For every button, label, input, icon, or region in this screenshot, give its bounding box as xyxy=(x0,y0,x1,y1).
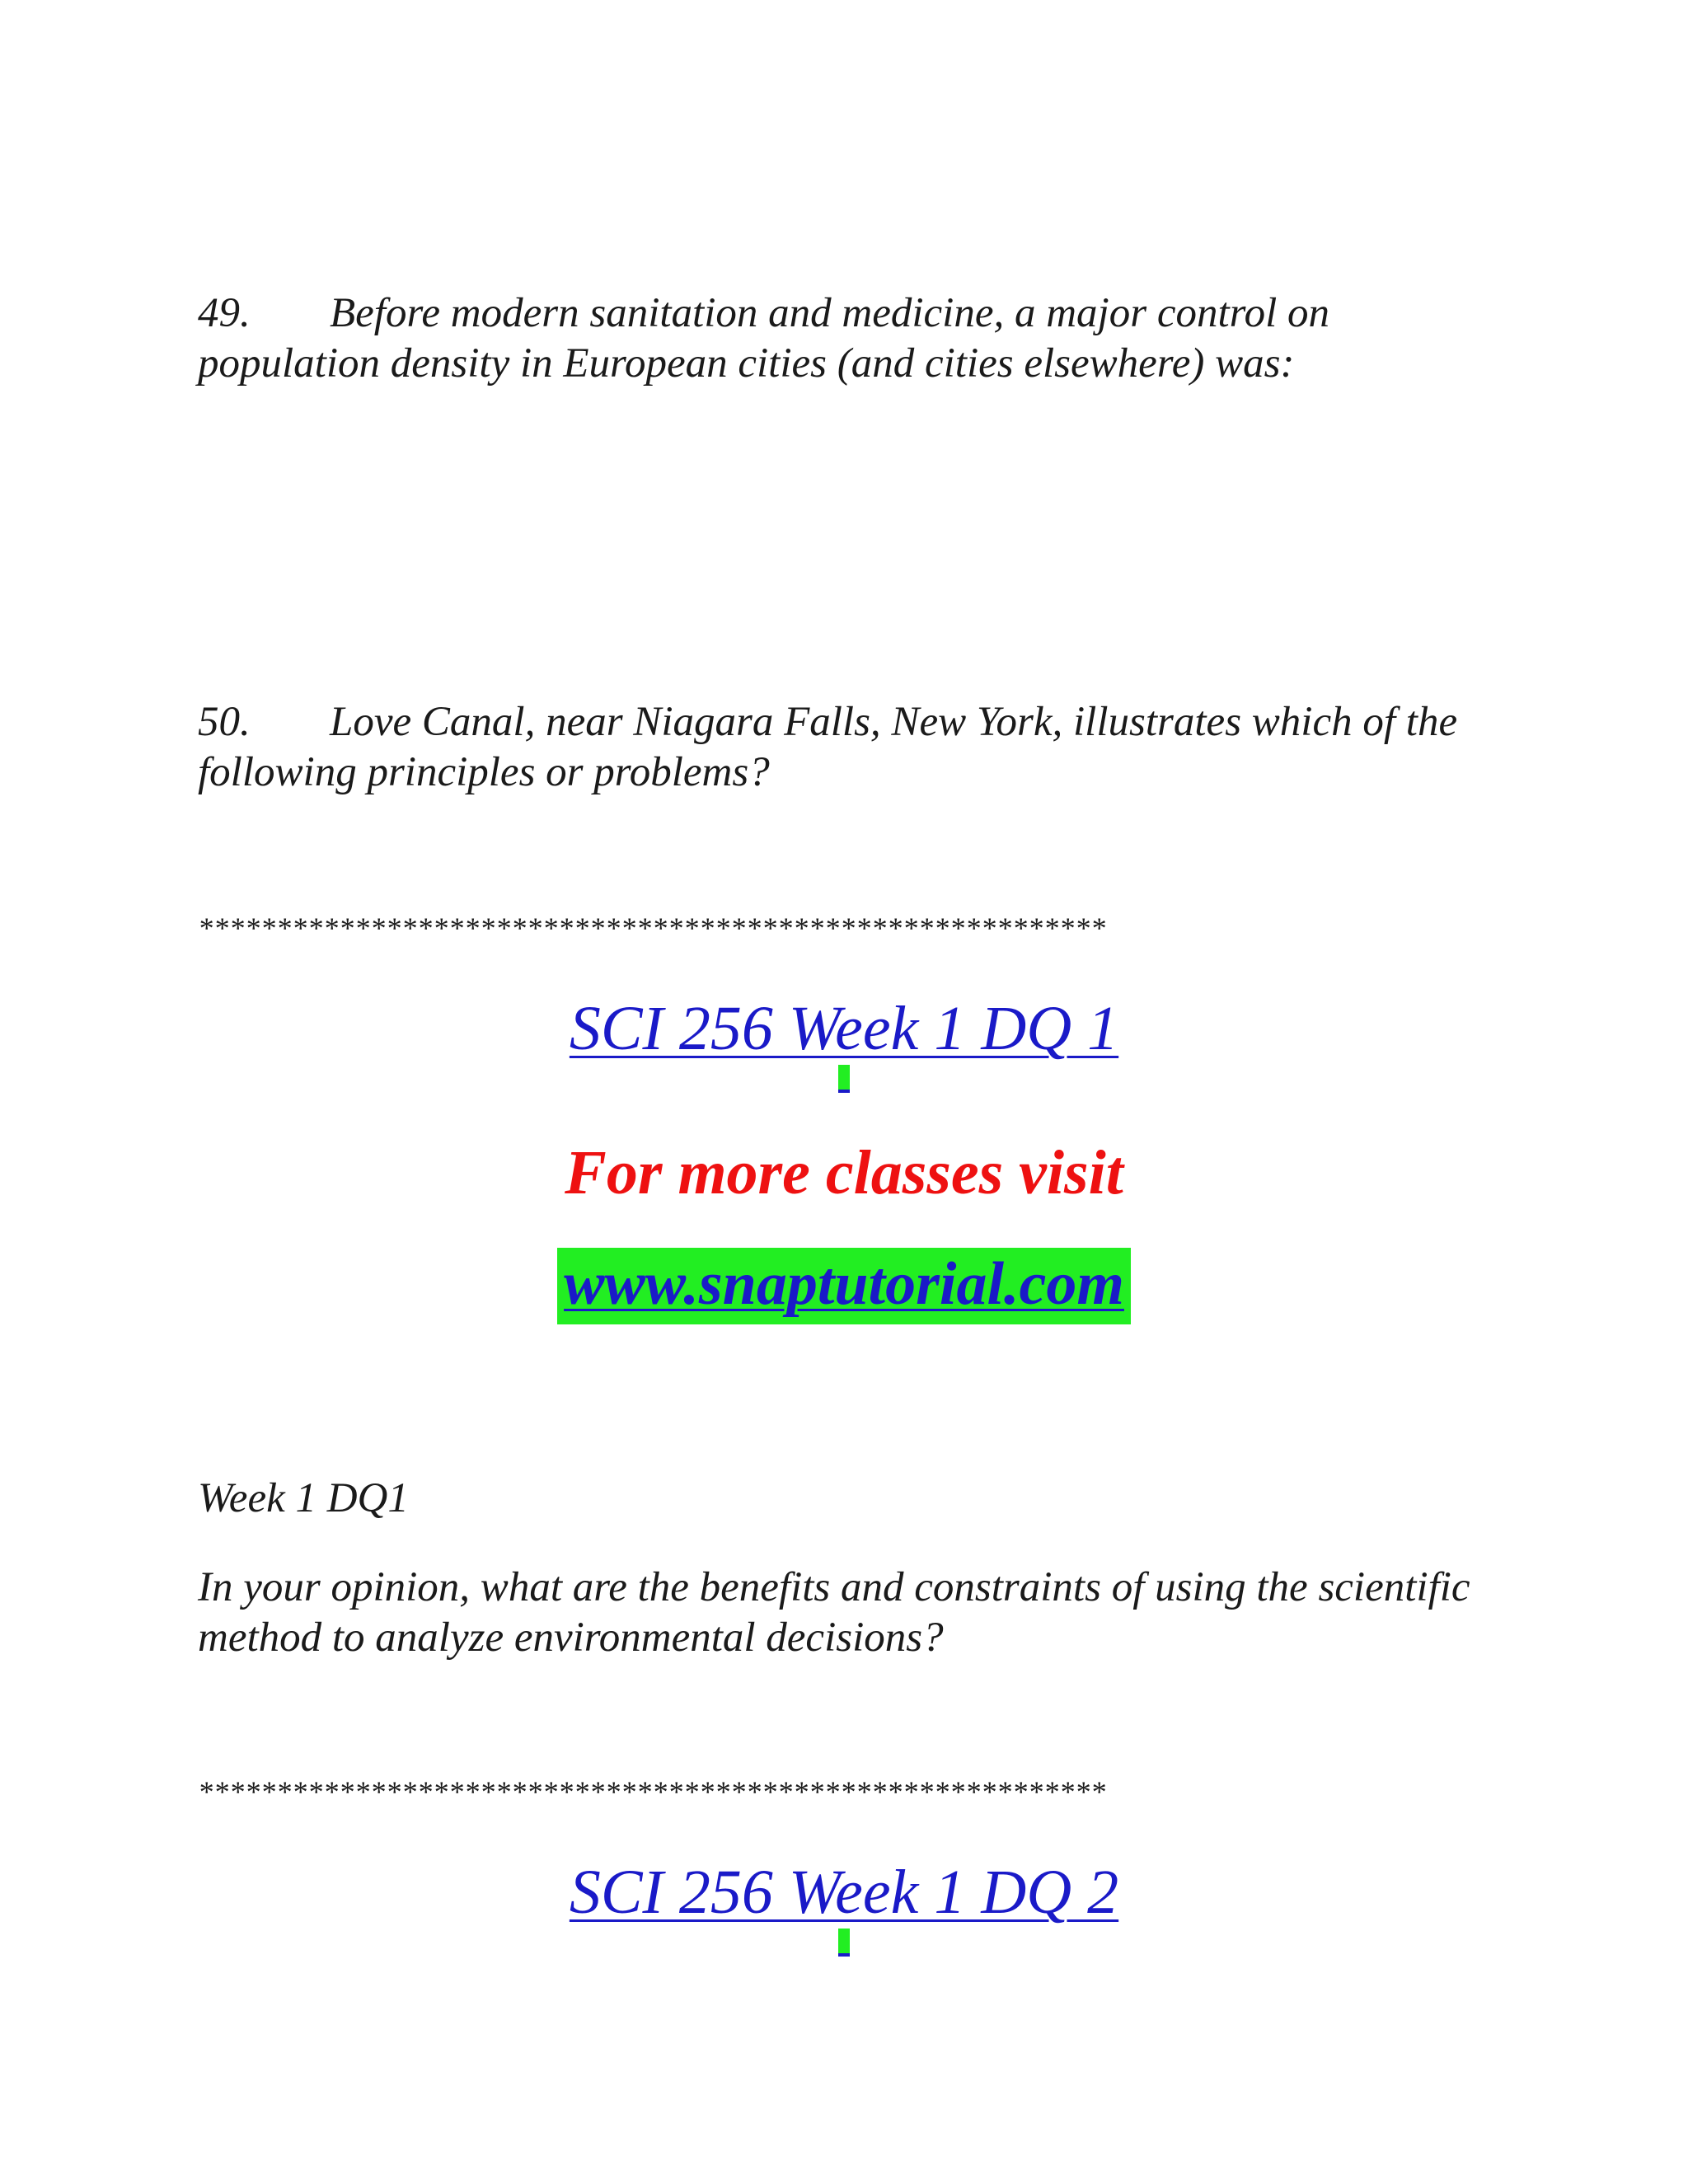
highlight-mark xyxy=(838,1929,850,1957)
question-49 xyxy=(198,288,1500,389)
site-highlight xyxy=(557,1248,1131,1324)
course-link-dq2[interactable]: SCI 256 Week 1 DQ 2 xyxy=(569,1858,1119,1927)
highlight-mark xyxy=(838,1065,850,1093)
question-number: 49. xyxy=(198,290,251,336)
question-text: Love Canal, near Niagara Falls, New York, illustrates which of the following principles or problems? xyxy=(198,699,1458,795)
question-text: Before modern sanitation and medicine, a major control on population density in European cities (and cities elsewhere) was: xyxy=(198,290,1329,387)
course-link-dq1[interactable]: SCI 256 Week 1 DQ 1 xyxy=(569,994,1119,1063)
section-1-title xyxy=(0,993,1688,1065)
green-marker xyxy=(0,1929,1688,1961)
promo-line xyxy=(0,1137,1688,1209)
section-2-title xyxy=(0,1857,1688,1929)
separator: ********************************************************** xyxy=(198,912,1106,944)
site-link[interactable]: www.snaptutorial.com xyxy=(564,1250,1124,1318)
separator: ********************************************************** xyxy=(198,1775,1106,1808)
question-50 xyxy=(198,697,1500,798)
promo-text: For more classes visit xyxy=(565,1138,1123,1207)
section-heading: Week 1 DQ1 xyxy=(198,1475,409,1521)
question-number: 50. xyxy=(198,699,251,745)
green-marker xyxy=(0,1065,1688,1097)
site-line xyxy=(0,1248,1688,1324)
section-body: In your opinion, what are the benefits and constraints of using the scientific method to analyze environmental decisions? xyxy=(198,1564,1470,1661)
